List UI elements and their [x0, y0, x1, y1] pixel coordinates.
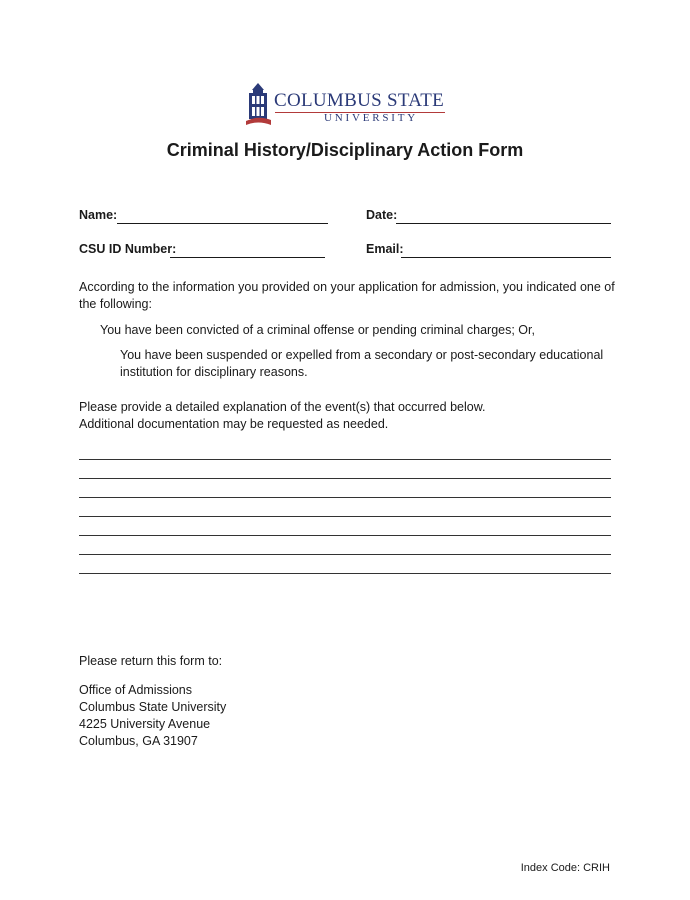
explanation-line[interactable]: [79, 573, 611, 574]
date-field[interactable]: [396, 223, 611, 224]
intro-text: According to the information you provided on your application for admission, you indicated one of the following:: [79, 280, 615, 311]
csu-id-field[interactable]: [170, 257, 325, 258]
option-suspension: You have been suspended or expelled from a secondary or post-secondary educational institution for disciplinary reasons.: [120, 348, 604, 379]
csu-id-label: CSU ID Number:: [79, 242, 177, 256]
return-address: [79, 682, 226, 750]
explanation-line[interactable]: [79, 535, 611, 536]
university-logo: [244, 81, 454, 127]
logo-wordmark-top: COLUMBUS STATE: [274, 90, 445, 111]
email-field[interactable]: [401, 257, 611, 258]
address-line: Columbus State University: [79, 700, 227, 714]
form-title: Criminal History/Disciplinary Action Form: [166, 140, 524, 160]
date-label: Date:: [366, 208, 398, 222]
explanation-line[interactable]: [79, 516, 611, 517]
explanation-instruction: Please provide a detailed explanation of the event(s) that occurred below.: [79, 400, 486, 414]
explanation-line[interactable]: [79, 478, 611, 479]
email-label: Email:: [366, 242, 404, 256]
address-line: Columbus, GA 31907: [79, 734, 198, 748]
university-tower-icon: [244, 81, 272, 127]
explanation-line[interactable]: [79, 497, 611, 498]
explanation-line[interactable]: [79, 554, 611, 555]
name-field[interactable]: [117, 223, 328, 224]
option-criminal-offense: You have been convicted of a criminal offense or pending criminal charges; Or,: [100, 323, 535, 337]
address-line: 4225 University Avenue: [79, 717, 211, 731]
explanation-line[interactable]: [79, 459, 611, 460]
logo-wordmark-bottom: UNIVERSITY: [324, 112, 418, 124]
index-code: Index Code: CRIH: [520, 862, 610, 874]
name-label: Name:: [79, 208, 118, 222]
explanation-note: Additional documentation may be requested as needed.: [79, 417, 389, 431]
address-line: Office of Admissions: [79, 683, 193, 697]
return-heading: Please return this form to:: [79, 654, 223, 668]
